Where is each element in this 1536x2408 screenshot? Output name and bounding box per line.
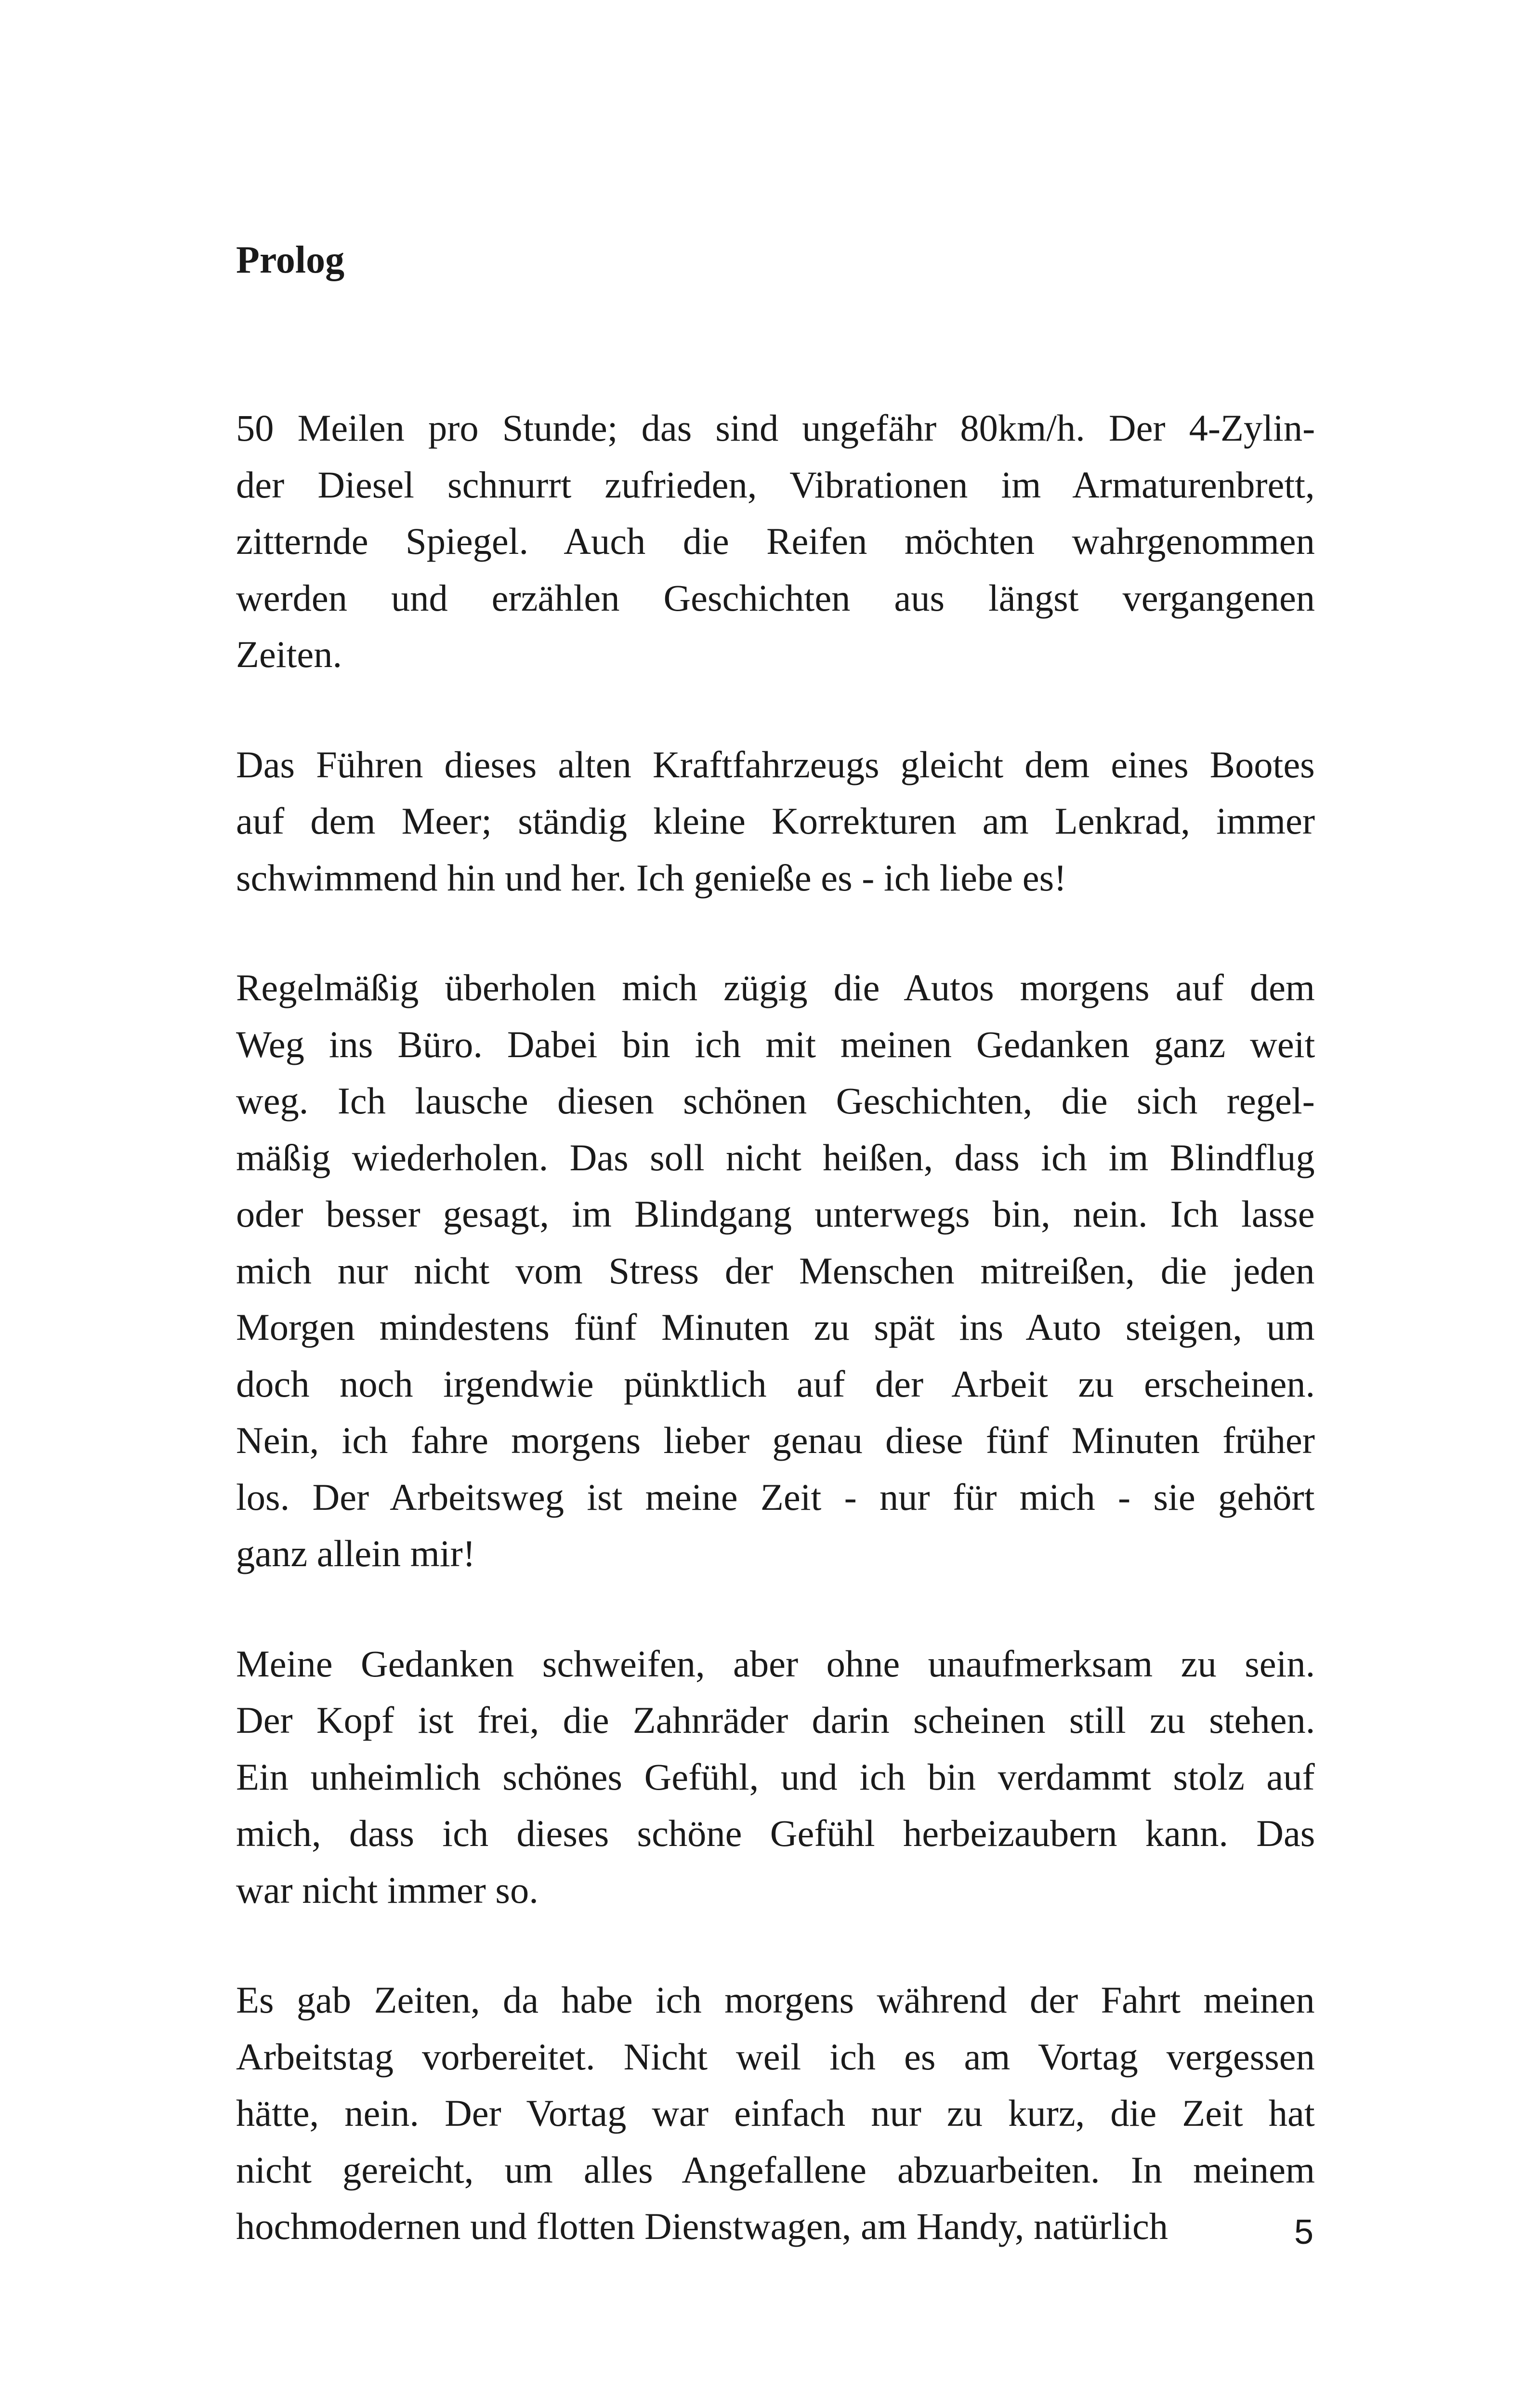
text-line: Zeiten. xyxy=(236,633,342,675)
paragraph xyxy=(236,400,1315,683)
text-line: los. Der Arbeitsweg ist meine Zeit - nur für mich - sie gehört xyxy=(236,1476,1315,1518)
text-line: Das Führen dieses alten Kraftfahrzeugs gleicht dem eines Bootes xyxy=(236,743,1315,785)
text-line: weg. Ich lausche diesen schönen Geschichten, die sich regel- xyxy=(236,1080,1315,1122)
body-text xyxy=(236,400,1315,2308)
text-line: nicht gereicht, um alles Angefallene abzuarbeiten. In meinem xyxy=(236,2148,1315,2191)
text-line: Nein, ich fahre morgens lieber genau diese fünf Minuten früher xyxy=(236,1419,1315,1461)
text-line: Arbeitstag vorbereitet. Nicht weil ich es am Vortag vergessen xyxy=(236,2035,1315,2078)
text-line: doch noch irgendwie pünktlich auf der Arbeit zu erscheinen. xyxy=(236,1362,1315,1405)
text-line: oder besser gesagt, im Blindgang unterwegs bin, nein. Ich lasse xyxy=(236,1193,1315,1235)
text-line: 50 Meilen pro Stunde; das sind ungefähr 80km/h. Der 4-Zylin- xyxy=(236,407,1315,449)
text-line: werden und erzählen Geschichten aus längst vergangenen xyxy=(236,576,1315,619)
text-line: Ein unheimlich schönes Gefühl, und ich bin verdammt stolz auf xyxy=(236,1755,1315,1798)
text-line: Morgen mindestens fünf Minuten zu spät ins Auto steigen, um xyxy=(236,1306,1315,1348)
text-line: Der Kopf ist frei, die Zahnräder darin scheinen still zu stehen. xyxy=(236,1699,1315,1741)
text-line: ganz allein mir! xyxy=(236,1532,475,1574)
chapter-heading: Prolog xyxy=(236,239,345,281)
paragraph xyxy=(236,1636,1315,1919)
text-line: hochmodernen und flotten Dienstwagen, am Handy, natürlich xyxy=(236,2205,1168,2247)
text-line: der Diesel schnurrt zufrieden, Vibrationen im Armaturenbrett, xyxy=(236,463,1315,506)
text-line: mich, dass ich dieses schöne Gefühl herbeizaubern kann. Das xyxy=(236,1812,1315,1854)
text-line: zitternde Spiegel. Auch die Reifen möchten wahrgenommen xyxy=(236,520,1315,562)
text-line: hätte, nein. Der Vortag war einfach nur zu kurz, die Zeit hat xyxy=(236,2092,1315,2134)
text-line: schwimmend hin und her. Ich genieße es - ich liebe es! xyxy=(236,856,1067,899)
text-line: mäßig wiederholen. Das soll nicht heißen, dass ich im Blindflug xyxy=(236,1136,1315,1178)
page-number: 5 xyxy=(1294,2213,1313,2251)
text-line: auf dem Meer; ständig kleine Korrekturen am Lenkrad, immer xyxy=(236,800,1315,842)
paragraph xyxy=(236,736,1315,906)
text-line: mich nur nicht vom Stress der Menschen mitreißen, die jeden xyxy=(236,1249,1315,1292)
text-line: Regelmäßig überholen mich zügig die Autos morgens auf dem xyxy=(236,967,1315,1008)
text-line: Es gab Zeiten, da habe ich morgens während der Fahrt meinen xyxy=(236,1979,1315,2021)
paragraph xyxy=(236,959,1315,1582)
text-line: Meine Gedanken schweifen, aber ohne unaufmerksam zu sein. xyxy=(236,1642,1315,1685)
text-line: Weg ins Büro. Dabei bin ich mit meinen Gedanken ganz weit xyxy=(236,1023,1315,1065)
text-line: war nicht immer so. xyxy=(236,1869,538,1911)
paragraph xyxy=(236,1972,1315,2255)
